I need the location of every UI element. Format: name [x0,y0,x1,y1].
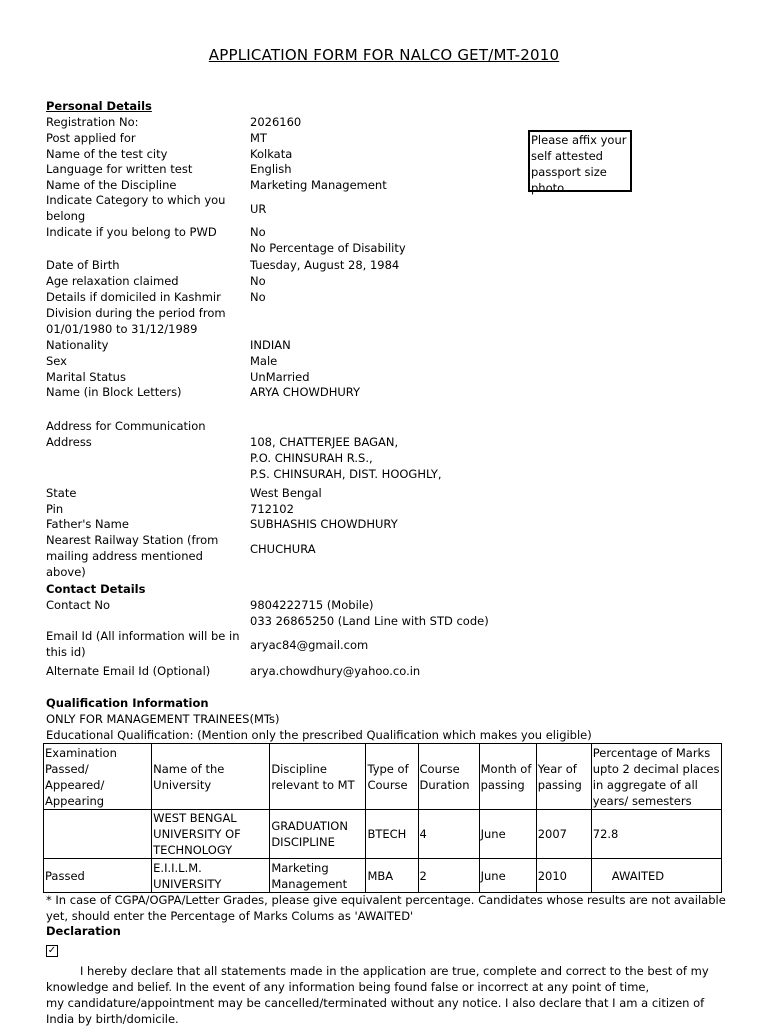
table-cell: 2007 [536,810,591,859]
personal-value: UR [250,202,267,216]
personal-value: ARYA CHOWDHURY [250,385,361,399]
table-cell: MBA [366,859,418,893]
percentage-footnote: * In case of CGPA/OGPA/Letter Grades, please give equivalent percentage. Candidates whose results are not available yet, should enter the Percentage of Marks Colums as 'AWAITED' [46,893,726,923]
personal-label: Name of the test city [46,147,168,161]
table-header-cell: Type of Course [366,744,418,810]
table-cell: GRADUATION DISCIPLINE [270,810,366,859]
personal-label: Father's Name [46,517,129,531]
qualification-instruction: Educational Qualification: (Mention only the prescribed Qualification which makes you eligible) [46,728,592,742]
page-title: APPLICATION FORM FOR NALCO GET/MT-2010 [208,46,560,64]
table-cell: 2 [418,859,479,893]
declaration-checkbox[interactable]: ✓ [47,945,57,956]
personal-label: Name of the Discipline [46,178,177,192]
personal-label: Indicate Category to which you belong [46,193,226,223]
contact-value: arya.chowdhury@yahoo.co.in [250,664,421,678]
table-cell [44,810,152,859]
personal-value: No [250,290,266,304]
qualification-table [43,743,722,893]
personal-value: 108, CHATTERJEE BAGAN, P.O. CHINSURAH R.S., P.S. CHINSURAH, DIST. HOOGHLY, [250,435,442,481]
personal-label: Pin [46,502,64,516]
table-cell: E.I.I.L.M. UNIVERSITY [152,859,270,893]
personal-label: Address [46,435,92,449]
personal-value: Kolkata [250,147,293,161]
personal-value: 712102 [250,502,294,516]
personal-label: Marital Status [46,370,126,384]
personal-label: Name (in Block Letters) [46,385,182,399]
contact-label: Email Id (All information will be in this id) [46,629,240,659]
personal-label: Nationality [46,338,109,352]
table-cell: 4 [418,810,479,859]
personal-label: Date of Birth [46,258,120,272]
photo-box: Please affix your self attested passport size photo [528,130,632,192]
table-header-cell: Course Duration [418,744,479,810]
qualification-mt-note: ONLY FOR MANAGEMENT TRAINEES(MTs) [46,712,280,726]
table-cell: Passed [44,859,152,893]
table-cell: June [479,859,536,893]
personal-label: Nearest Railway Station (from mailing address mentioned above) [46,533,219,579]
table-cell: BTECH [366,810,418,859]
table-cell: June [479,810,536,859]
personal-label: Address for Communication [46,419,206,433]
personal-label: State [46,486,77,500]
table-cell: Marketing Management [270,859,366,893]
table-header-cell: Discipline relevant to MT [270,744,366,810]
personal-value: UnMarried [250,370,310,384]
personal-value: No No Percentage of Disability [250,225,406,255]
declaration-text-continued: my candidature/appointment may be cancelled/terminated without any notice. I also declare that I am a citizen of India by birth/domicile. [46,996,705,1026]
personal-label: Details if domiciled in Kashmir Division during the period from 01/01/1980 to 31/12/1989 [46,290,226,336]
contact-value: aryac84@gmail.com [250,638,369,652]
personal-value: Tuesday, August 28, 1984 [250,258,400,272]
table-header-cell: Month of passing [479,744,536,810]
contact-value: 9804222715 (Mobile) 033 26865250 (Land Line with STD code) [250,598,489,628]
personal-value: Marketing Management [250,178,387,192]
qualification-heading: Qualification Information [46,696,209,710]
declaration-heading: Declaration [46,924,121,938]
table-header-cell: Name of the University [152,744,270,810]
contact-label: Contact No [46,598,111,612]
contact-label: Alternate Email Id (Optional) [46,664,211,678]
personal-value: MT [250,131,267,145]
personal-label: Language for written test [46,162,193,176]
table-cell: WEST BENGAL UNIVERSITY OF TECHNOLOGY [152,810,270,859]
personal-value: West Bengal [250,486,322,500]
personal-label: Age relaxation claimed [46,274,179,288]
table-header-cell: Percentage of Marks upto 2 decimal places in aggregate of all years/ semesters [591,744,721,810]
table-header-cell: Examination Passed/ Appeared/ Appearing [44,744,152,810]
personal-value: CHUCHURA [250,542,316,556]
personal-details-heading: Personal Details [46,99,152,113]
personal-value: English [250,162,292,176]
personal-value: No [250,274,266,288]
personal-label: Indicate if you belong to PWD [46,225,217,239]
personal-value: INDIAN [250,338,291,352]
personal-value: SUBHASHIS CHOWDHURY [250,517,398,531]
table-row [44,859,722,893]
table-header-row [44,744,722,810]
personal-label: Post applied for [46,131,136,145]
personal-label: Registration No: [46,115,139,129]
personal-value: Male [250,354,278,368]
table-row [44,810,722,859]
contact-details-heading: Contact Details [46,582,146,596]
personal-label: Sex [46,354,67,368]
table-cell: 2010 [536,859,591,893]
table-cell: AWAITED [591,859,721,893]
declaration-text: I hereby declare that all statements made in the application are true, complete and correct to the best of my knowledge and belief. In the event of any information being found false or incorrect at any point of time, [46,964,709,994]
table-header-cell: Year of passing [536,744,591,810]
personal-value: 2026160 [250,115,302,129]
table-cell: 72.8 [591,810,721,859]
